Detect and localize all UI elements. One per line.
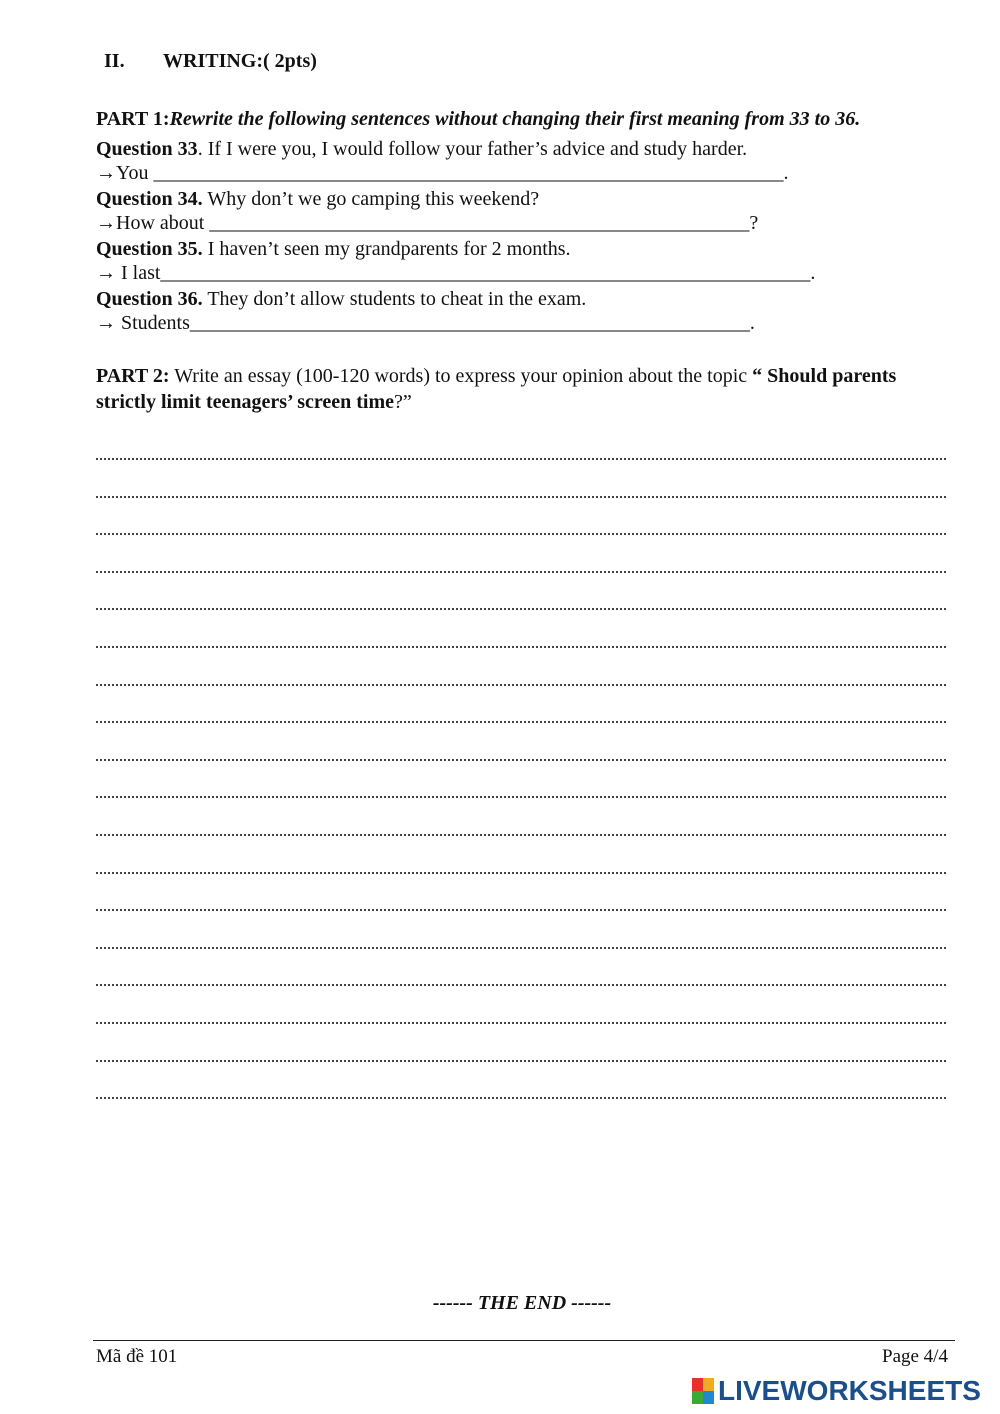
section-number: II. <box>104 50 125 72</box>
end-marker: ------ THE END ------ <box>432 1292 612 1314</box>
section-title: WRITING:( 2pts) <box>163 50 317 72</box>
essay-line[interactable] <box>96 532 946 535</box>
part2-prompt <box>96 363 916 415</box>
essay-line[interactable] <box>96 1021 946 1024</box>
essay-line[interactable] <box>96 946 946 949</box>
page-number: Page 4/4 <box>882 1346 948 1367</box>
essay-line[interactable] <box>96 871 946 874</box>
essay-line[interactable] <box>96 1059 946 1062</box>
logo-square <box>692 1391 703 1404</box>
logo-square <box>703 1378 714 1391</box>
essay-line[interactable] <box>96 833 946 836</box>
part1-label: PART 1: <box>96 108 170 130</box>
answer-36[interactable]: → Students________________________________________________________. <box>96 312 755 334</box>
essay-line[interactable] <box>96 607 946 610</box>
essay-line[interactable] <box>96 1096 946 1099</box>
part1-instruction: Rewrite the following sentences without changing their first meaning from 33 to 36. <box>169 108 861 130</box>
answer-33[interactable]: →You _______________________________________________________________. <box>96 162 789 184</box>
part1-heading <box>96 108 860 131</box>
part2-topic: “ Should parents strictly limit teenagers’ screen time <box>96 365 897 413</box>
essay-line[interactable] <box>96 720 946 723</box>
essay-line[interactable] <box>96 457 946 460</box>
essay-line[interactable] <box>96 495 946 498</box>
answer-35[interactable]: → I last_________________________________________________________________. <box>96 262 816 284</box>
logo-square <box>692 1378 703 1391</box>
essay-line[interactable] <box>96 570 946 573</box>
question-33 <box>96 137 747 161</box>
footer-divider <box>93 1340 955 1341</box>
question-label: Question 35. <box>96 238 203 260</box>
question-label: Question 34. <box>96 188 203 210</box>
logo-text: LIVEWORKSHEETS <box>718 1375 981 1406</box>
exam-code: Mã đề 101 <box>96 1346 178 1367</box>
liveworksheets-logo-icon <box>692 1378 714 1404</box>
essay-line[interactable] <box>96 795 946 798</box>
question-label: Question 33 <box>96 138 198 160</box>
question-text: . If I were you, I would follow your father’s advice and study harder. <box>197 138 748 160</box>
part2-topic-close: ?” <box>394 391 412 413</box>
essay-line[interactable] <box>96 758 946 761</box>
answer-34[interactable]: →How about ______________________________________________________? <box>96 212 759 234</box>
liveworksheets-logo <box>692 1376 981 1406</box>
logo-square <box>703 1391 714 1404</box>
question-text: I haven’t seen my grandparents for 2 months. <box>202 238 571 260</box>
question-text: They don’t allow students to cheat in the exam. <box>202 288 587 310</box>
essay-line[interactable] <box>96 983 946 986</box>
question-text: Why don’t we go camping this weekend? <box>202 188 540 210</box>
question-35 <box>96 237 571 261</box>
part2-text: Write an essay (100-120 words) to express your opinion about the topic <box>169 365 753 387</box>
essay-line[interactable] <box>96 645 946 648</box>
question-34 <box>96 187 539 211</box>
essay-line[interactable] <box>96 683 946 686</box>
question-36 <box>96 287 586 311</box>
essay-line[interactable] <box>96 908 946 911</box>
question-label: Question 36. <box>96 288 203 310</box>
part2-label: PART 2: <box>96 365 170 387</box>
